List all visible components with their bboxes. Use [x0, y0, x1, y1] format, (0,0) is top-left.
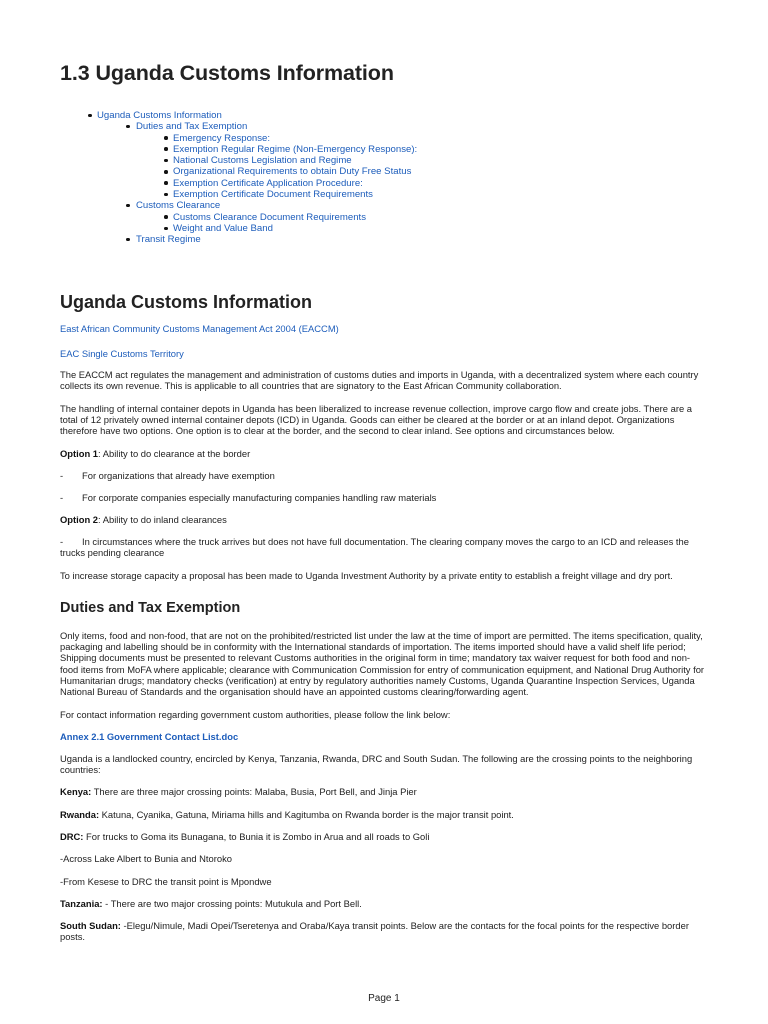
- toc-item: [60, 223, 417, 234]
- paragraph-contact-info: For contact information regarding government custom authorities, please follow the link below:: [60, 709, 451, 720]
- toc-link[interactable]: Exemption Certificate Document Requirements: [173, 189, 373, 201]
- toc-link[interactable]: Transit Regime: [136, 234, 201, 246]
- tanzania-crossing: [60, 898, 708, 909]
- drc-text: For trucks to Goma its Bunagana, to Bunia it is Zombo in Arua and all roads to Goli: [83, 831, 430, 842]
- toc-link[interactable]: Customs Clearance: [136, 200, 221, 212]
- section-heading-customs-info: Uganda Customs Information: [60, 292, 313, 312]
- toc-item: [60, 166, 417, 177]
- toc-link[interactable]: Organizational Requirements to obtain Duty Free Status: [173, 166, 412, 178]
- option-2-bullet-1: [60, 536, 708, 558]
- eac-territory-link-paragraph: [60, 348, 708, 359]
- toc-link[interactable]: Exemption Regular Regime (Non-Emergency Response):: [173, 143, 418, 155]
- paragraph-container-depots: The handling of internal container depots in Uganda has been liberalized to increase revenue collection, improve cargo flow and create jobs. There are a total of 12 privately owned internal container depots (ICD) in Uganda. Goods can either be cleared at the border or at an inland depot. Organizations therefore have two options. One option is to clear at the border, and the second to clear inland. See options and circumstances below.: [60, 403, 692, 437]
- option-1-bullet-2: [60, 492, 708, 503]
- toc-item: [60, 121, 417, 132]
- tanzania-text: - There are two major crossing points: Mutukula and Port Bell.: [102, 898, 362, 909]
- tanzania-label: Tanzania:: [60, 898, 103, 909]
- paragraph-storage-capacity: To increase storage capacity a proposal has been made to Uganda Investment Authority by a private entity to establish a freight village and dry port.: [60, 570, 673, 581]
- toc-item: [60, 133, 417, 144]
- drc-kesese: -From Kesese to DRC the transit point is Mpondwe: [60, 876, 272, 887]
- drc-label: DRC:: [60, 831, 84, 842]
- option-1-text: : Ability to do clearance at the border: [98, 448, 251, 459]
- option-1-label: Option 1: [60, 448, 99, 459]
- kenya-crossing: [60, 786, 708, 797]
- option-2-text: : Ability to do inland clearances: [98, 514, 227, 525]
- dash-marker: -: [60, 536, 64, 547]
- option-1: [60, 448, 708, 459]
- section-heading-duties: Duties and Tax Exemption: [60, 600, 241, 616]
- kenya-label: Kenya:: [60, 786, 92, 797]
- page-title: 1.3 Uganda Customs Information: [60, 61, 394, 85]
- toc-item: [60, 189, 417, 200]
- toc-item: [60, 200, 417, 211]
- south-sudan-crossing: [60, 920, 708, 942]
- paragraph-items-permitted: Only items, food and non-food, that are not on the prohibited/restricted list under the law at the time of import are permitted. The items specification, quality, packaging and labelling should be in conformity with the International standards of importation. The items imported should have a valid shelf life period; Shipping documents must be presented to relevant Customs authorities in the original form in time; mandatory tax waiver request for both food and non-food items from MoFA where applicable; clearance with Communication Commission for entry of communication equipment, and National Drug Authority for Humanitarian drugs; mandatory checks (verification) at entry by regulatory authorities namely Customs, Uganda Quarantine Inspection Services, Uganda National Bureau of Standards and the organisation should have an appointed customs clearing/forwarding agent.: [60, 630, 705, 698]
- eaccm-link-paragraph: [60, 323, 708, 334]
- dash-marker: -: [60, 470, 64, 481]
- toc-link[interactable]: Customs Clearance Document Requirements: [173, 211, 367, 223]
- toc-item: [60, 110, 417, 121]
- dash-marker: -: [60, 492, 64, 503]
- toc-link[interactable]: National Customs Legislation and Regime: [173, 155, 352, 167]
- option-2: [60, 514, 708, 525]
- eac-territory-link[interactable]: EAC Single Customs Territory: [60, 348, 184, 359]
- paragraph-landlocked: Uganda is a landlocked country, encircled by Kenya, Tanzania, Rwanda, DRC and South Sudan. The following are the crossing points to the neighboring countries:: [60, 753, 693, 776]
- bullet-text: For corporate companies especially manufacturing companies handling raw materials: [82, 492, 437, 503]
- south-sudan-label: South Sudan:: [60, 920, 121, 931]
- drc-lake-albert: -Across Lake Albert to Bunia and Ntoroko: [60, 853, 232, 864]
- south-sudan-text: -Elegu/Nimule, Madi Opei/Tseretenya and Oraba/Kaya transit points. Below are the contacts for the focal points for the respective border posts.: [60, 920, 689, 943]
- drc-crossing: [60, 831, 708, 842]
- rwanda-text: Katuna, Cyanika, Gatuna, Miriama hills and Kagitumba on Rwanda border is the major transit point.: [99, 809, 514, 820]
- toc-list: [60, 110, 417, 246]
- toc-item: [60, 144, 417, 155]
- eaccm-link[interactable]: East African Community Customs Management Act 2004 (EACCM): [60, 323, 339, 334]
- option-2-label: Option 2: [60, 514, 99, 525]
- toc-link[interactable]: Emergency Response:: [173, 132, 271, 144]
- option-1-bullet-1: [60, 470, 708, 481]
- toc-link[interactable]: Exemption Certificate Application Procedure:: [173, 177, 363, 189]
- toc-link[interactable]: Uganda Customs Information: [97, 110, 222, 121]
- toc-item: [60, 234, 417, 245]
- toc-link[interactable]: Duties and Tax Exemption: [136, 121, 248, 133]
- annex-link-paragraph: [60, 731, 708, 742]
- bullet-text: For organizations that already have exemption: [82, 470, 275, 481]
- table-of-contents: [60, 110, 417, 246]
- toc-item: [60, 212, 417, 223]
- toc-item: [60, 178, 417, 189]
- toc-item: [60, 155, 417, 166]
- annex-contact-list-link[interactable]: Annex 2.1 Government Contact List.doc: [60, 731, 239, 742]
- page-number: Page 1: [368, 993, 400, 1004]
- kenya-text: There are three major crossing points: Malaba, Busia, Port Bell, and Jinja Pier: [91, 786, 417, 797]
- bullet-text: In circumstances where the truck arrives but does not have full documentation. The clearing company moves the cargo to an ICD and releases the trucks pending clearance: [60, 536, 689, 559]
- paragraph-eaccm: The EACCM act regulates the management and administration of customs duties and imports in Uganda, with a decentralized system where each country collects its own revenue. This is applicable to all countries that are signatory to the East African Community collaboration.: [60, 369, 699, 392]
- rwanda-crossing: [60, 809, 708, 820]
- rwanda-label: Rwanda:: [60, 809, 100, 820]
- toc-link[interactable]: Weight and Value Band: [173, 222, 273, 234]
